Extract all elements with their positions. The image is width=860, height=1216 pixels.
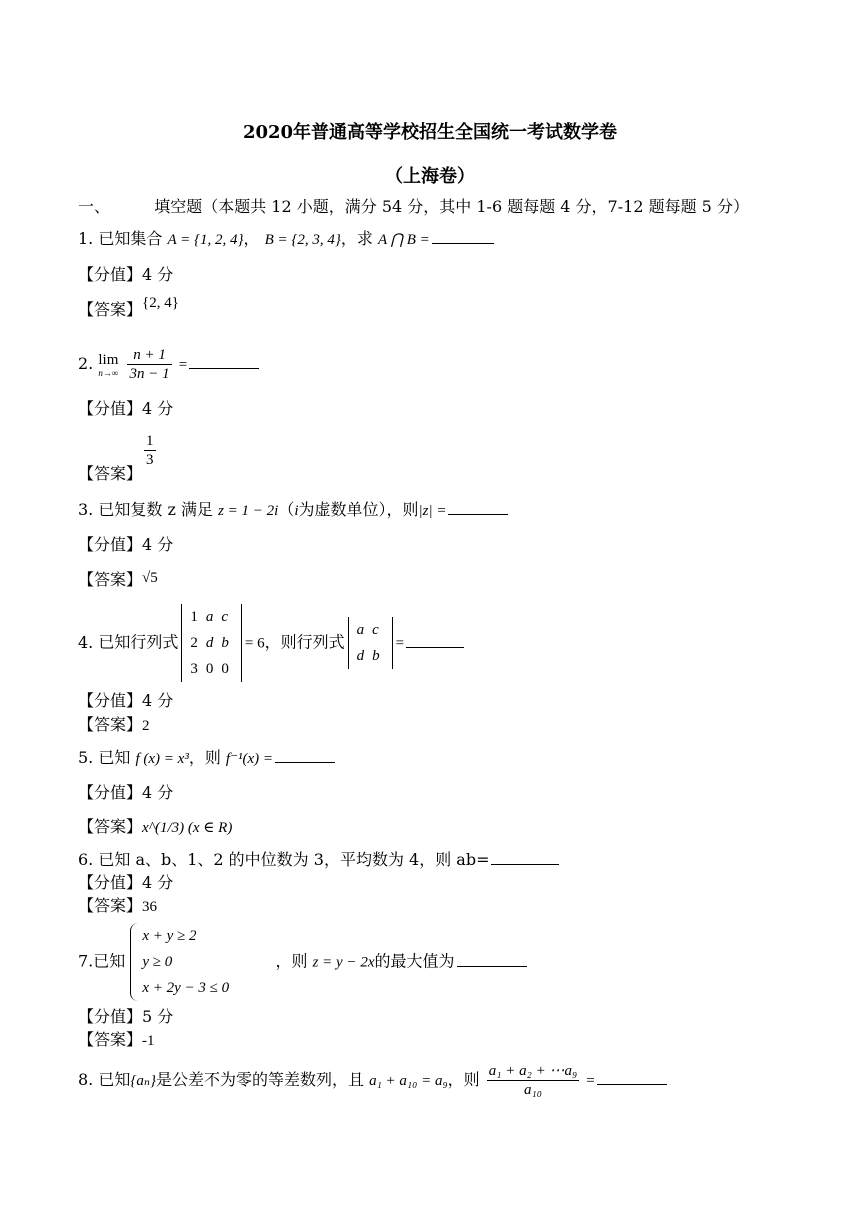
constraint-3: x + 2y − 3 ≤ 0 bbox=[142, 980, 230, 996]
matrix-cell: d bbox=[356, 648, 365, 664]
matrix-cell: 3 bbox=[190, 661, 198, 677]
matrix-cell: c bbox=[221, 609, 229, 625]
constraint-1: x + y ≥ 2 bbox=[142, 928, 197, 944]
fraction-denominator: 3 bbox=[146, 452, 154, 468]
fraction-denominator: 3n − 1 bbox=[129, 366, 170, 382]
exam-subtitle: （上海卷） bbox=[385, 166, 475, 187]
matrix-cell: a bbox=[205, 609, 214, 625]
section-heading bbox=[78, 197, 749, 217]
question-number: 7. bbox=[78, 951, 94, 971]
question-number: 2. bbox=[78, 354, 94, 373]
score-2 bbox=[78, 399, 173, 419]
question-number: 8. bbox=[78, 1070, 94, 1089]
score-label: 【分值】 bbox=[78, 691, 143, 710]
inverse-function-expr: f⁻¹(x) = bbox=[225, 751, 274, 767]
answer-value: √5 bbox=[142, 570, 158, 586]
question-text: ，则 bbox=[275, 951, 308, 971]
score-value: 4 分 bbox=[142, 535, 174, 554]
fraction-denominator: a₁₀ bbox=[524, 1082, 542, 1098]
score-label: 【分值】 bbox=[78, 399, 143, 418]
answer-value: x^(1/3) (x ∈ R) bbox=[142, 820, 233, 836]
question-text: ，则 bbox=[447, 1070, 480, 1089]
score-label: 【分值】 bbox=[78, 535, 143, 554]
complex-expr: z = 1 − 2i bbox=[218, 503, 279, 519]
comma: ， bbox=[243, 229, 260, 248]
answer-3 bbox=[78, 570, 158, 591]
answer-blank bbox=[457, 965, 527, 967]
matrix-cell: b bbox=[221, 635, 229, 651]
left-brace bbox=[130, 923, 139, 1001]
exam-title: 2020年普通高等学校招生全国统一考试数学卷 bbox=[242, 122, 618, 143]
equals-sign: = bbox=[178, 357, 188, 373]
answer-label: 【答案】 bbox=[78, 715, 143, 734]
question-text: 是公差不为零的等差数列，且 bbox=[155, 1070, 364, 1089]
score-value: 5 分 bbox=[142, 1007, 174, 1026]
determinant-3x3 bbox=[181, 604, 242, 682]
question-text: ，则 bbox=[188, 748, 221, 767]
answer-value: 2 bbox=[142, 718, 150, 734]
score-value: 4 分 bbox=[142, 399, 174, 418]
question-3 bbox=[78, 500, 508, 521]
question-text: 的最大值为 bbox=[374, 951, 455, 971]
answer-blank bbox=[432, 242, 494, 244]
question-5 bbox=[78, 748, 335, 769]
matrix-cell: 0 bbox=[221, 661, 229, 677]
fraction-numerator: 1 bbox=[146, 433, 154, 449]
answer-label: 【答案】 bbox=[78, 464, 143, 483]
score-value: 4 分 bbox=[142, 691, 174, 710]
section-title: 填空题（本题共 12 小题，满分 54 分，其中 1-6 题每题 4 分，7-12 题每题 5 分） bbox=[154, 197, 749, 216]
determinant-2x2 bbox=[348, 617, 393, 669]
answer-label: 【答案】 bbox=[78, 300, 143, 319]
question-text: 已知行列式 bbox=[98, 632, 179, 652]
matrix-row bbox=[188, 604, 235, 630]
matrix-row bbox=[355, 643, 386, 669]
sequence-expr: {aₙ} bbox=[130, 1073, 156, 1089]
score-label: 【分值】 bbox=[78, 783, 143, 802]
modulus-expr: |z| = bbox=[418, 503, 447, 519]
answer-blank bbox=[491, 863, 559, 865]
answer-4 bbox=[78, 715, 150, 736]
answer-label: 【答案】 bbox=[78, 570, 143, 589]
limit-operator bbox=[98, 352, 118, 378]
answer-label: 【答案】 bbox=[78, 896, 143, 915]
answer-label: 【答案】 bbox=[78, 817, 143, 836]
fraction-numerator: n + 1 bbox=[127, 346, 171, 365]
answer-blank bbox=[189, 367, 259, 369]
answer-label: 【答案】 bbox=[78, 1030, 143, 1049]
lim-word: lim bbox=[98, 351, 119, 368]
intersection-expr: A ⋂ B = bbox=[378, 232, 430, 248]
question-7 bbox=[78, 923, 527, 1001]
matrix-row bbox=[355, 617, 386, 643]
question-number: 1. bbox=[78, 229, 94, 248]
question-8 bbox=[78, 1062, 667, 1099]
imaginary-unit: i bbox=[294, 503, 299, 519]
set-a: A = {1, 2, 4} bbox=[167, 232, 244, 248]
answer-value: {2, 4} bbox=[142, 295, 179, 311]
section-number: 一、 bbox=[78, 197, 111, 216]
answer-value: -1 bbox=[142, 1033, 155, 1049]
answer-1 bbox=[78, 295, 179, 321]
question-number: 5. bbox=[78, 748, 94, 767]
set-b: B = {2, 3, 4} bbox=[264, 232, 341, 248]
paren-open: （ bbox=[278, 500, 295, 519]
sum-fraction bbox=[487, 1062, 579, 1099]
score-label: 【分值】 bbox=[78, 1007, 143, 1026]
answer-2 bbox=[78, 432, 158, 483]
question-text: 已知 bbox=[98, 748, 131, 767]
score-6 bbox=[78, 873, 173, 893]
matrix-cell: 0 bbox=[205, 661, 214, 677]
score-1 bbox=[78, 265, 173, 285]
answer-fraction bbox=[144, 432, 156, 469]
score-value: 4 分 bbox=[142, 265, 174, 284]
function-expr: f (x) = x³ bbox=[135, 751, 189, 767]
matrix-cell: d bbox=[205, 635, 214, 651]
matrix-cell: 1 bbox=[190, 609, 198, 625]
matrix-cell: a bbox=[356, 622, 365, 638]
equals-sign: = bbox=[395, 635, 405, 652]
matrix-row bbox=[188, 630, 235, 656]
answer-blank bbox=[275, 761, 335, 763]
answer-blank bbox=[448, 513, 508, 515]
question-text: 已知集合 bbox=[98, 229, 163, 248]
fraction-numerator: a₁ + a₂ + ⋯a₉ bbox=[488, 1063, 578, 1079]
matrix-cell: 2 bbox=[190, 635, 198, 651]
condition-expr: a₁ + a₁₀ = a₉ bbox=[369, 1073, 448, 1089]
question-text: ，则行列式 bbox=[264, 632, 345, 652]
equals-sign: = bbox=[586, 1073, 595, 1089]
answer-blank bbox=[406, 646, 464, 648]
question-6 bbox=[78, 850, 559, 870]
equals-six: = 6 bbox=[244, 635, 265, 652]
matrix-cell: c bbox=[372, 622, 379, 638]
lim-subscript: n→∞ bbox=[98, 367, 119, 378]
question-text: 已知 bbox=[98, 1070, 131, 1089]
objective-expr: z = y − 2x bbox=[312, 954, 375, 971]
answer-5 bbox=[78, 817, 232, 838]
score-label: 【分值】 bbox=[78, 265, 143, 284]
limit-fraction bbox=[127, 346, 171, 383]
matrix-cell: b bbox=[372, 648, 380, 664]
constraint-2: y ≥ 0 bbox=[142, 954, 173, 970]
score-7 bbox=[78, 1007, 173, 1027]
answer-value: 36 bbox=[142, 899, 158, 915]
constraint-system bbox=[130, 923, 252, 1001]
answer-6 bbox=[78, 896, 157, 917]
question-text: 已知 bbox=[93, 951, 126, 971]
question-1 bbox=[78, 229, 494, 250]
score-4 bbox=[78, 691, 173, 711]
score-value: 4 分 bbox=[142, 873, 174, 892]
matrix-row bbox=[188, 656, 235, 682]
question-text: ，求 bbox=[340, 229, 373, 248]
score-value: 4 分 bbox=[142, 783, 174, 802]
question-number: 6. bbox=[78, 850, 94, 869]
question-number: 4. bbox=[78, 632, 94, 652]
question-text: 已知复数 z 满足 bbox=[98, 500, 213, 519]
score-3 bbox=[78, 535, 173, 555]
question-number: 3. bbox=[78, 500, 94, 519]
question-text: 已知 a、b、1、2 的中位数为 3，平均数为 4，则 ab= bbox=[98, 850, 490, 869]
question-text: 为虚数单位），则 bbox=[298, 500, 419, 519]
score-label: 【分值】 bbox=[78, 873, 143, 892]
answer-blank bbox=[597, 1083, 667, 1085]
answer-7 bbox=[78, 1030, 155, 1051]
question-4 bbox=[78, 604, 464, 682]
score-5 bbox=[78, 783, 173, 803]
question-2 bbox=[78, 346, 259, 383]
